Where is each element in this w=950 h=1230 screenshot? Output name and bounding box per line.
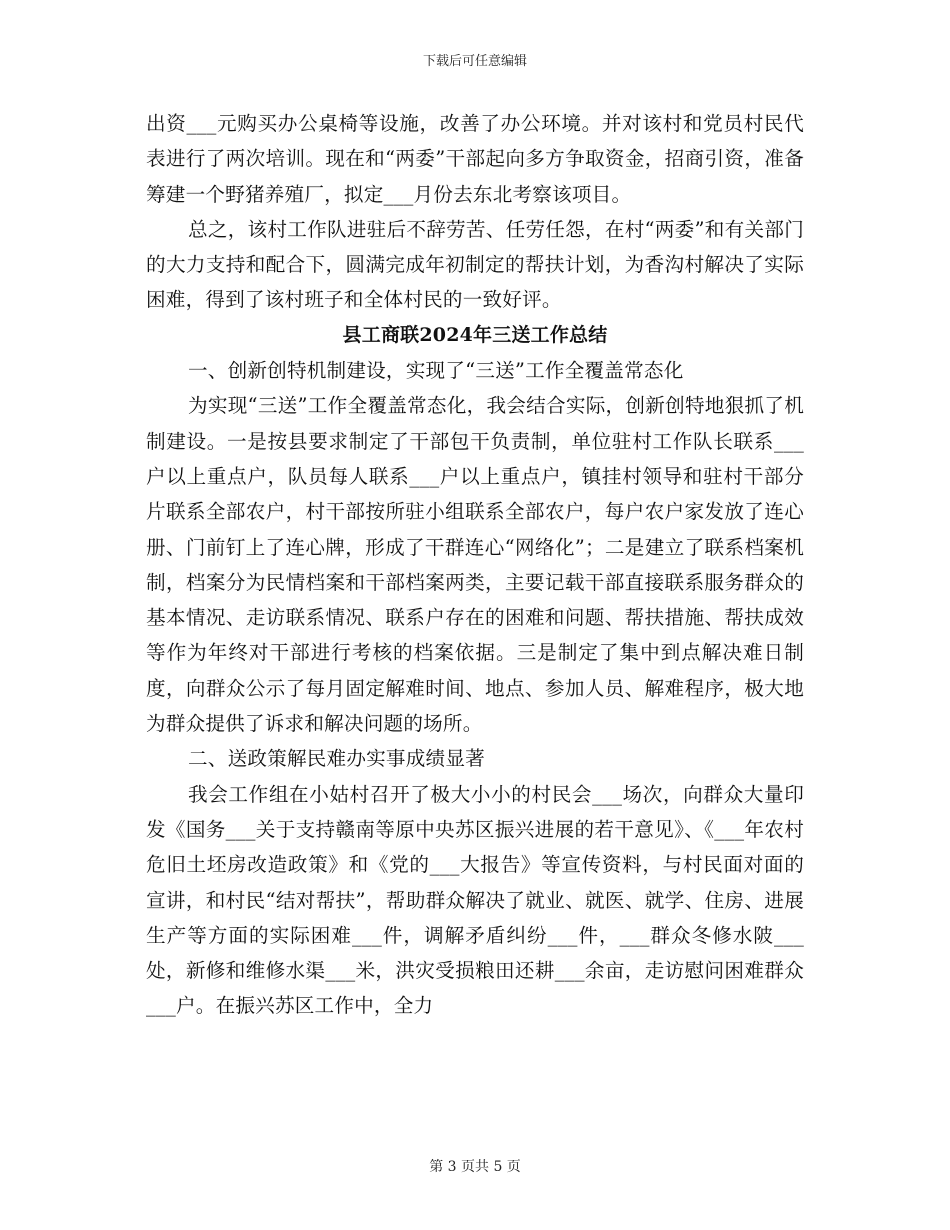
paragraph-mechanism: 为实现“三送”工作全覆盖常态化，我会结合实际，创新创特地狠抓了机制建设。一是按县要求制定了干部包干负责制，单位驻村工作队长联系___户以上重点户，队员每人联系___户以上重点户，镇挂村领导和驻村干部分片联系全部农户，村干部按所驻小组联系全部农户，每户农户家发放了连心册、门前钉上了连心牌，形成了干群连心“网络化”；二是建立了联系档案机制，档案分为民情档案和干部档案两类，主要记载干部直接联系服务群众的基本情况、走访联系情况、联系户存在的困难和问题、帮扶措施、帮扶成效等作为年终对干部进行考核的档案依据。三是制定了集中到点解决难日制度，向群众公示了每月固定解难时间、地点、参加人员、解难程序，极大地为群众提供了诉求和解决问题的场所。 — [146, 394, 804, 736]
heading-mechanism: 一、创新创特机制建设，实现了“三送”工作全覆盖常态化 — [188, 359, 684, 383]
page-footer: 第 3 页共 5 页 — [429, 1159, 521, 1175]
page-header: 下载后可任意编辑 — [422, 54, 527, 69]
paragraph-policy: 我会工作组在小姑村召开了极大小小的村民会___场次，向群众大量印发《国务___关于支持赣南等原中央苏区振兴进展的若干意见》、《___年农村危旧土坯房改造政策》和《党的___大报告》等宣传资料，与村民面对面的宣讲，和村民“结对帮扶”，帮助群众解决了就业、就医、就学、住房、进展生产等方面的实际困难___件，调解矛盾纠纷___件，___群众冬修水陂___处，新修和维修水渠___米，洪灾受损粮田还耕___余亩，走访慰问困难群众___户。在振兴苏区工作中，全力 — [146, 782, 804, 1018]
section-title: 县工商联2024年三送工作总结 — [342, 323, 608, 346]
heading-policy: 二、送政策解民难办实事成绩显著 — [188, 747, 485, 771]
paragraph-funding: 出资___元购买办公桌椅等设施，改善了办公环境。并对该村和党员村民代表进行了两次培训。现在和“两委”干部起向多方争取资金，招商引资，准备筹建一个野猪养殖厂，拟定___月份去东北考察该项目。 — [146, 112, 804, 206]
paragraph-summary: 总之，该村工作队进驻后不辞劳苦、任劳任怨，在村“两委”和有关部门的大力支持和配合下，圆满完成年初制定的帮扶计划，为香沟村解决了实际困难，得到了该村班子和全体村民的一致好评。 — [146, 217, 804, 312]
document-body — [146, 106, 804, 1024]
